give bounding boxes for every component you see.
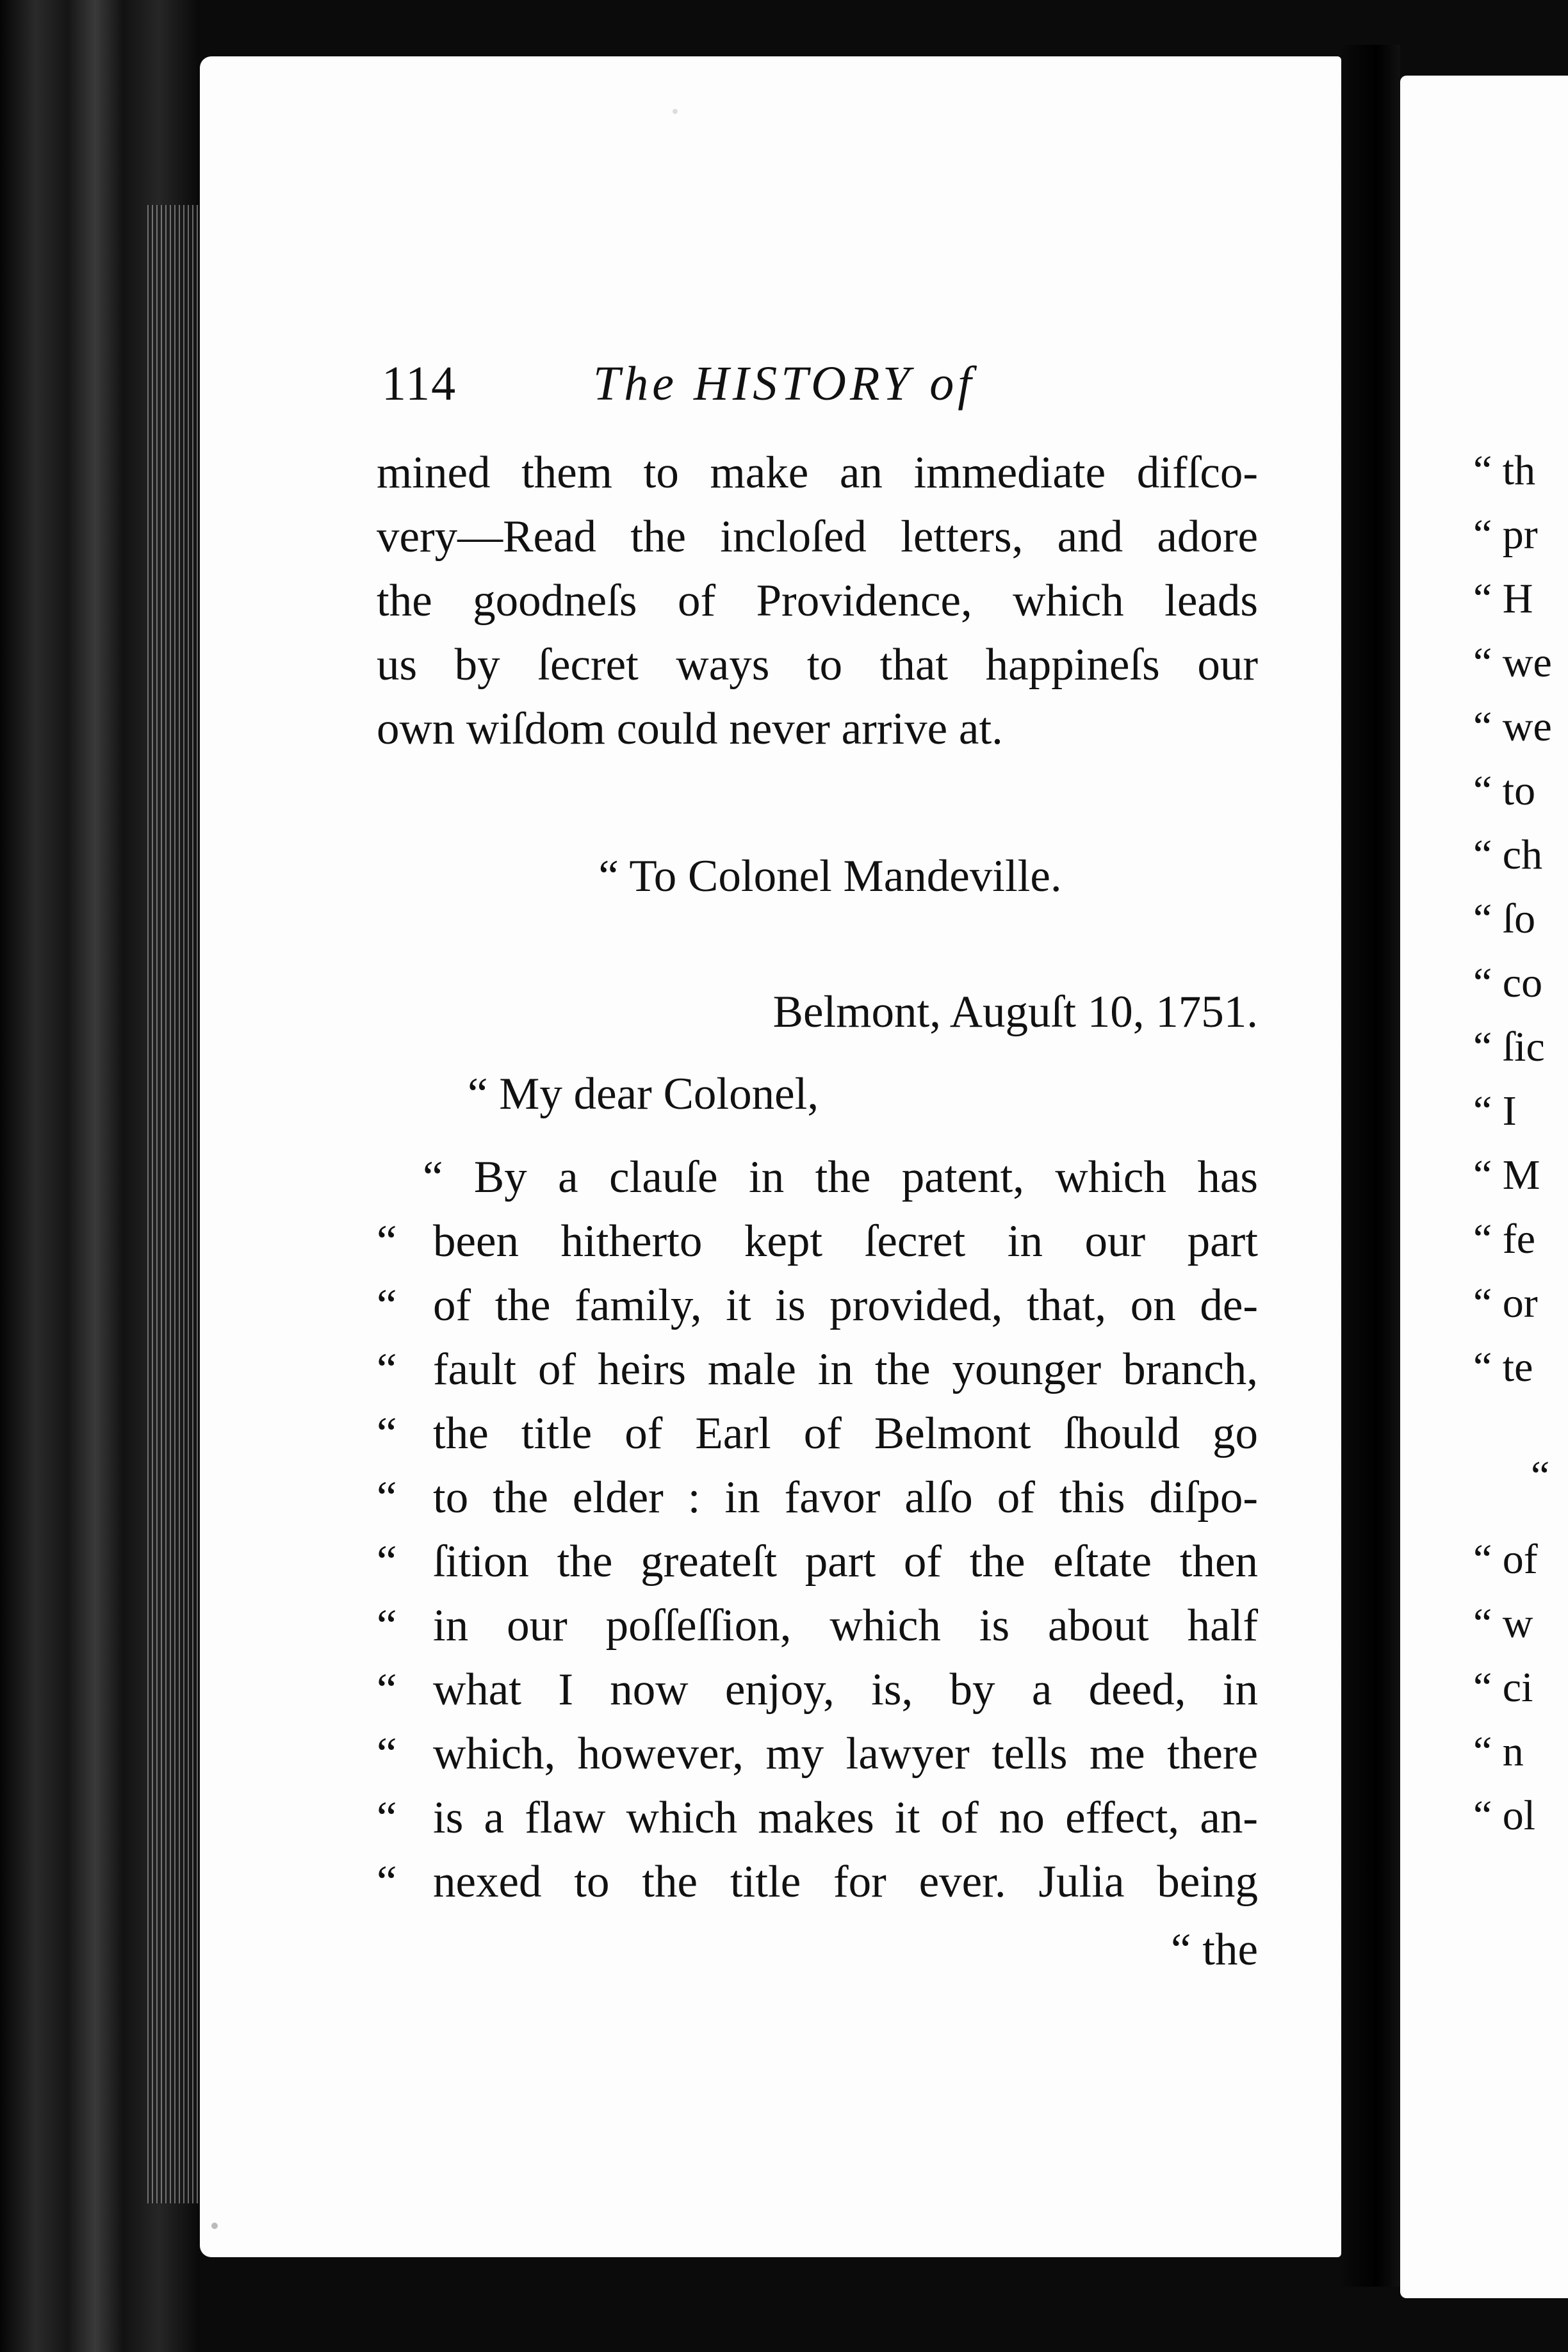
line-text: nexed to the title for ever. Julia being xyxy=(433,1857,1258,1907)
running-title: The HISTORY of xyxy=(593,357,976,411)
line-text: the goodneſs of Providence, which leads xyxy=(377,576,1258,626)
body-line xyxy=(377,570,1258,632)
facing-page-fragment: “ I xyxy=(1473,1088,1517,1134)
letter-heading: “ To Colonel Mandeville. xyxy=(598,851,1062,901)
quote-mark: “ xyxy=(377,1280,397,1330)
line-text: very—Read the incloſed letters, and adore xyxy=(377,512,1258,562)
letter-line xyxy=(377,1339,1258,1400)
facing-page-fragment: “ fe xyxy=(1473,1216,1536,1262)
page-edges xyxy=(147,205,199,2203)
line-text: been hitherto kept ſecret in our part xyxy=(433,1216,1258,1266)
body-line xyxy=(377,634,1258,696)
letter-line xyxy=(377,1275,1258,1336)
letter-line xyxy=(377,1787,1258,1849)
letter-line xyxy=(377,1659,1258,1720)
facing-page-fragment: “ th xyxy=(1473,447,1536,494)
paper-speck xyxy=(211,2223,218,2229)
facing-page-fragment: “ we xyxy=(1473,703,1552,750)
quote-mark: “ xyxy=(377,1665,397,1715)
facing-page-fragment: “ ci xyxy=(1473,1664,1533,1711)
facing-page-fragment: “ ch xyxy=(1473,831,1543,878)
letter-line xyxy=(377,1211,1258,1272)
quote-mark: “ xyxy=(377,1857,397,1907)
letter-line xyxy=(377,1403,1258,1464)
quote-mark: “ xyxy=(377,1537,397,1587)
line-text: the title of Earl of Belmont ſhould go xyxy=(433,1409,1258,1458)
catchword: “ the xyxy=(1170,1925,1258,1975)
line-text: us by ſecret ways to that happineſs our xyxy=(377,640,1258,690)
facing-page-fragment: “ of xyxy=(1473,1536,1538,1583)
facing-page-fragment: “ pr xyxy=(1473,511,1538,558)
letter-salutation: “ My dear Colonel, xyxy=(468,1069,819,1119)
facing-page-fragment: “ co xyxy=(1473,960,1543,1006)
facing-page-fragment: “ xyxy=(1531,1453,1550,1499)
letter-line xyxy=(377,1723,1258,1784)
quote-mark: “ xyxy=(377,1729,397,1779)
letter-line xyxy=(377,1851,1258,1913)
quote-mark: “ xyxy=(377,1409,397,1458)
facing-page-fragment: “ to xyxy=(1473,767,1536,814)
quote-mark: “ xyxy=(377,1793,397,1843)
body-line xyxy=(377,698,1258,760)
line-text: fault of heirs male in the younger branch, xyxy=(433,1344,1258,1394)
paper-speck xyxy=(673,109,678,114)
facing-page-fragment: “ w xyxy=(1473,1600,1533,1647)
body-line xyxy=(377,442,1258,503)
letter-line xyxy=(377,1531,1258,1592)
facing-page-fragment: “ te xyxy=(1473,1344,1533,1391)
line-text: “ By a clauſe in the patent, which has xyxy=(423,1152,1258,1202)
facing-page-fragment: “ or xyxy=(1473,1280,1538,1327)
facing-page-fragment: “ we xyxy=(1473,639,1552,686)
book-gutter xyxy=(1341,45,1400,2287)
running-head xyxy=(382,345,1266,415)
letter-dateline: Belmont, Auguſt 10, 1751. xyxy=(772,987,1258,1037)
quote-mark: “ xyxy=(377,1601,397,1651)
facing-page-fragment: “ ſo xyxy=(1473,895,1536,942)
letter-line xyxy=(377,1467,1258,1528)
letter-line xyxy=(423,1147,1258,1208)
body-line xyxy=(377,506,1258,568)
line-text: own wiſdom could never arrive at. xyxy=(377,704,1003,754)
line-text: in our poſſeſſion, which is about half xyxy=(433,1601,1258,1651)
facing-page-fragment: “ ſic xyxy=(1473,1024,1545,1070)
quote-mark: “ xyxy=(377,1344,397,1394)
quote-mark: “ xyxy=(377,1216,397,1266)
facing-page-fragment: “ M xyxy=(1473,1152,1540,1198)
facing-page-fragment: “ n xyxy=(1473,1728,1524,1775)
line-text: is a flaw which makes it of no effect, an- xyxy=(433,1793,1258,1843)
letter-line xyxy=(377,1595,1258,1656)
facing-page-fragment: “ ol xyxy=(1473,1792,1536,1839)
facing-page-fragment: “ H xyxy=(1473,575,1533,622)
quote-mark: “ xyxy=(377,1473,397,1523)
line-text: which, however, my lawyer tells me there xyxy=(433,1729,1258,1779)
line-text: ſition the greateſt part of the eſtate then xyxy=(433,1537,1258,1587)
line-text: mined them to make an immediate difſco- xyxy=(377,448,1258,498)
line-text: of the family, it is provided, that, on de- xyxy=(433,1280,1258,1330)
line-text: what I now enjoy, is, by a deed, in xyxy=(433,1665,1258,1715)
line-text: to the elder : in favor alſo of this diſpo- xyxy=(433,1473,1258,1523)
page-number: 114 xyxy=(382,357,457,411)
